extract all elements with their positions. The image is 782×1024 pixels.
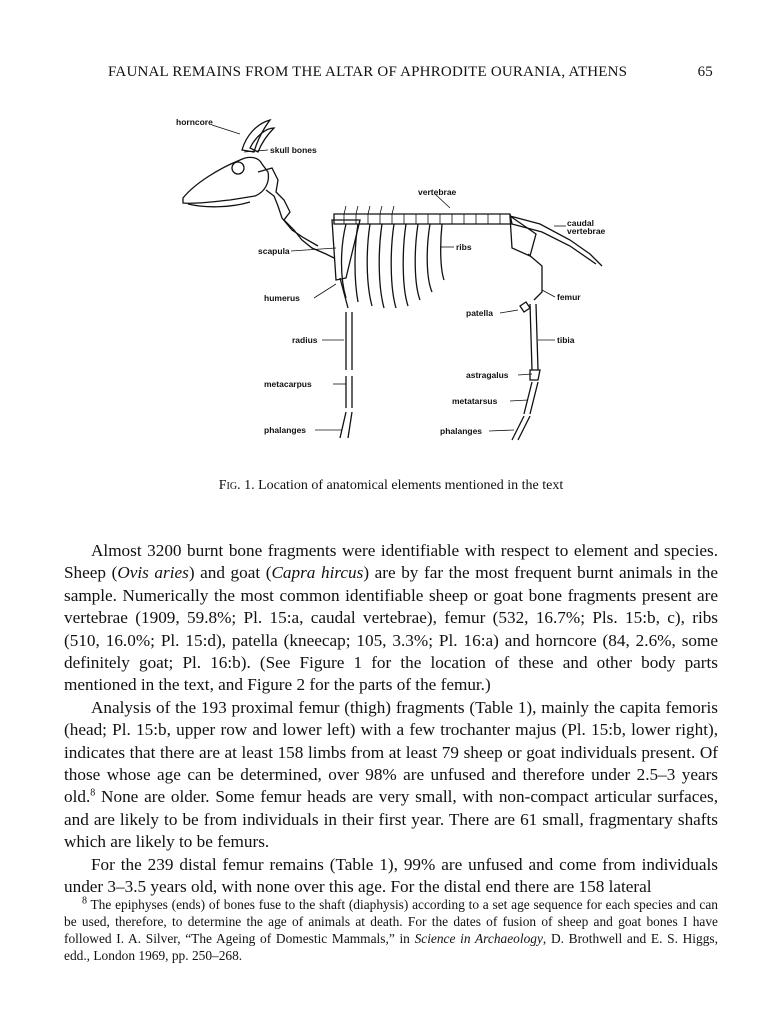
label-astragalus: astragalus	[466, 370, 509, 380]
p2-part-b: None are older. Some femur heads are very small, with non-compact articular surfaces, and are likely to be from individuals in their first year. There are 61 small, fragmentary shafts which are likely to be femurs.	[64, 787, 718, 852]
label-radius: radius	[292, 335, 318, 345]
skeleton-figure	[150, 108, 630, 453]
thoracic-vertebrae	[334, 214, 512, 224]
p1-part-a: Almost 3200 burnt bone fragments were identifiable with respect to element and species. Sheep (	[64, 541, 718, 583]
footnote-text-a: The epiphyses (ends) of bones fuse to the shaft (diaphysis) according to a set age sequence for each species and can be used, therefore, to determine the age of animals at death. For the dates of fusion of sheep and goat bones I have followed I. A. Silver, “The Ageing of Domestic Mammals,” in	[64, 897, 718, 946]
footnote-ref-8[interactable]: 8	[90, 787, 96, 799]
eye-orbit	[232, 162, 244, 174]
p1-capra: Capra hircus	[271, 563, 364, 583]
footnote-text-b: , D. Brothwell and E. S. Higgs, edd., London 1969, pp. 250–268.	[64, 931, 718, 963]
metatarsus-bone	[524, 382, 538, 414]
paragraph-2	[64, 697, 718, 854]
running-head-title: FAUNAL REMAINS FROM THE ALTAR OF APHRODITE OURANIA, ATHENS	[108, 64, 628, 80]
label-ribs: ribs	[456, 242, 472, 252]
body-text	[64, 540, 718, 899]
hind-phalanges-bone	[512, 416, 530, 440]
footnote-number: 8	[82, 895, 87, 907]
label-vertebrae: vertebrae	[418, 187, 457, 197]
label-skull-bones: skull bones	[270, 145, 317, 155]
label-patella: patella	[466, 308, 493, 318]
front-phalanges-bone	[340, 412, 352, 438]
rib-cage	[342, 224, 445, 308]
horncore-bone	[242, 120, 270, 152]
paragraph-3: For the 239 distal femur remains (Table 1), 99% are unfused and come from individuals under 3–3.5 years old, with none over this age. For the distal end there are 158 lateral	[64, 854, 718, 897]
p2-part-a: Analysis of the 193 proximal femur (thigh) fragments (Table 1), mainly the capita femoris (head; Pl. 15:b, upper row and lower left) with a few trochanter majus (Pl. 15:b, lower right), indicates that there are at least 158 limbs from at least 79 sheep or goat individuals present. Of those whose age can be determined, over 98% are unfused and therefore under 2.5–3 years old.	[64, 697, 718, 807]
footnote-book-title: Science in Archaeology	[414, 931, 543, 946]
paragraph-1	[64, 540, 718, 697]
label-caudal-2: vertebrae	[567, 226, 606, 236]
p1-part-b: ) and goat (	[188, 563, 272, 583]
label-phalanges-front: phalanges	[264, 425, 307, 435]
label-metacarpus: metacarpus	[264, 379, 312, 389]
caption-text: Location of anatomical elements mentioned in the text	[258, 478, 564, 493]
astragalus-bone	[530, 370, 540, 380]
label-humerus: humerus	[264, 293, 300, 303]
figure-caption	[0, 478, 782, 494]
label-phalanges-hind: phalanges	[440, 426, 483, 436]
p1-ovis: Ovis aries	[117, 563, 189, 583]
cervical-vertebrae	[258, 168, 334, 258]
p1-part-c: ) are by far the most frequent burnt animals in the sample. Numerically the most common identifiable sheep or goat bone fragments present are vertebrae (1909, 59.8%; Pl. 15:a, caudal vertebrae), femur (532, 16.7%; Pls. 15:b, c), ribs (510, 16.0%; Pl. 15:d), patella (kneecap; 105, 3.3%; Pl. 16:a) and horncore (84, 2.6%, some definitely goat; Pl. 16:b). (See Figure 1 for the location of these and other body parts mentioned in the text, and Figure 2 for the parts of the femur.)	[64, 563, 718, 695]
label-femur: femur	[557, 292, 581, 302]
humerus-bone	[340, 278, 348, 308]
label-tibia: tibia	[557, 335, 575, 345]
label-horncore: horncore	[176, 117, 213, 127]
tibia-bone	[530, 304, 538, 370]
caption-prefix: Fig. 1.	[218, 478, 255, 493]
skull-bone	[183, 157, 268, 203]
radius-bone	[346, 312, 352, 370]
footnote-8	[64, 896, 718, 964]
femur-bone	[528, 254, 542, 300]
label-scapula: scapula	[258, 246, 290, 256]
label-caudal-1: caudal	[567, 218, 594, 228]
patella-bone	[520, 302, 530, 312]
goat-skeleton-diagram	[150, 108, 630, 453]
page-number: 65	[697, 64, 713, 80]
metacarpus-bone	[346, 376, 352, 408]
label-metatarsus: metatarsus	[452, 396, 498, 406]
